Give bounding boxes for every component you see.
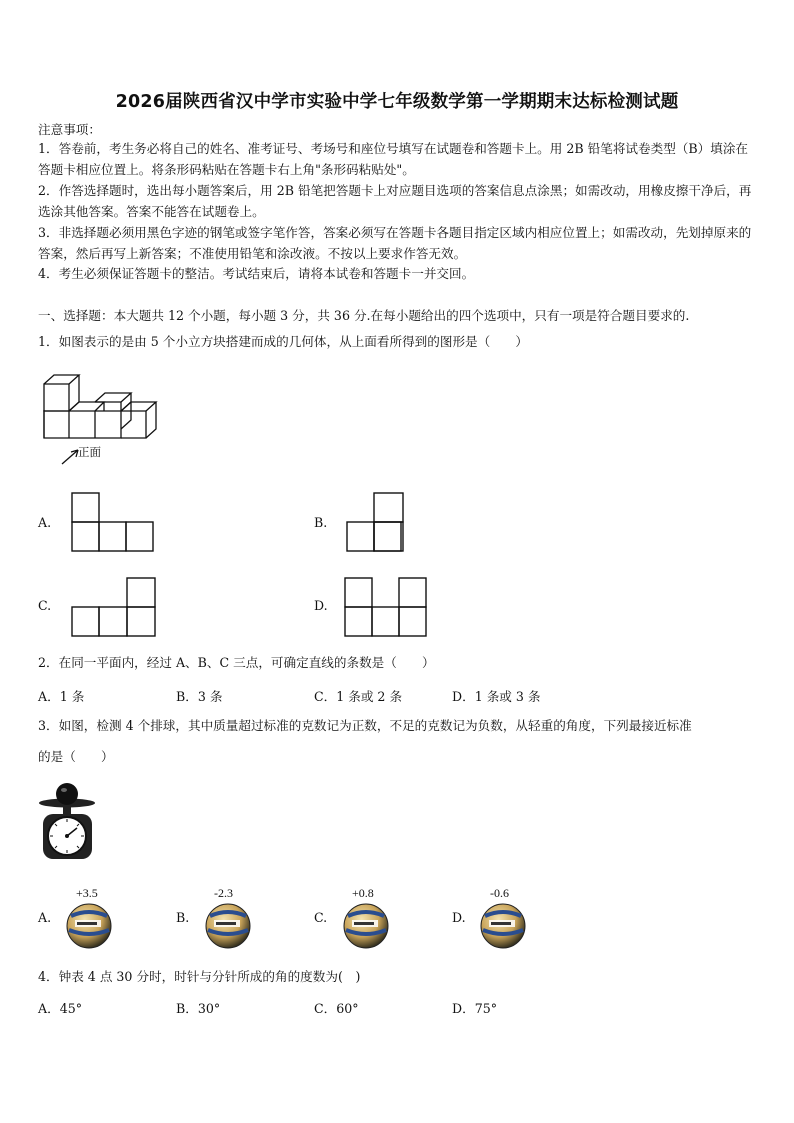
q3-value-c: +0.8 bbox=[352, 886, 374, 900]
q3-value-a: +3.5 bbox=[76, 886, 98, 900]
q4-option-c[interactable]: C．60° bbox=[314, 1001, 359, 1016]
q1-option-d-figure bbox=[345, 578, 435, 638]
q1-option-c-label[interactable]: C. bbox=[38, 598, 52, 613]
q2-option-d[interactable]: D．1 条或 3 条 bbox=[452, 689, 541, 704]
volleyball-b-icon bbox=[204, 902, 252, 950]
section-heading: 一、选择题：本大题共 12 个小题，每小题 3 分，共 36 分.在每小题给出的四个选项中，只有一项是符合题目要求的. bbox=[38, 308, 690, 323]
front-label: 正面 bbox=[78, 445, 101, 459]
question-2-stem: 2．在同一平面内，经过 A、B、C 三点，可确定直线的条数是（ ） bbox=[38, 655, 435, 670]
q2-option-b[interactable]: B．3 条 bbox=[176, 689, 223, 704]
q3-option-b-label[interactable]: B. bbox=[176, 910, 190, 925]
q4-option-a[interactable]: A．45° bbox=[38, 1001, 83, 1016]
notice-item-3: 3．非选择题必须用黑色字迹的钢笔或签字笔作答，答案必须写在答题卡各题目指定区域内相应位置上；如需改动，先划掉原来的答案，然后再写上新答案；不准使用铅笔和涂改液。不按以上要求作答无效。 bbox=[38, 225, 752, 261]
q3-value-b: -2.3 bbox=[214, 886, 233, 900]
q1-option-d-label[interactable]: D. bbox=[314, 598, 328, 613]
notice-item-4: 4．考生必须保证答题卡的整洁。考试结束后，请将本试卷和答题卡一并交回。 bbox=[38, 266, 475, 281]
notice-heading: 注意事项： bbox=[38, 122, 101, 137]
q3-value-d: -0.6 bbox=[490, 886, 509, 900]
question-3-stem-line1: 3．如图，检测 4 个排球，其中质量超过标准的克数记为正数，不足的克数记为负数，从轻重的角度，下列最接近标准 bbox=[38, 718, 692, 733]
question-1-stem: 1．如图表示的是由 5 个小立方块搭建而成的几何体，从上面看所得到的图形是（ ） bbox=[38, 334, 529, 349]
q4-option-d[interactable]: D．75° bbox=[452, 1001, 498, 1016]
question-4-stem: 4．钟表 4 点 30 分时，时针与分针所成的角的度数为( ) bbox=[38, 969, 361, 984]
scale-figure bbox=[38, 782, 102, 862]
question-3-stem-line2: 的是（ ） bbox=[38, 749, 114, 764]
volleyball-d-icon bbox=[479, 902, 527, 950]
q1-option-b-label[interactable]: B. bbox=[314, 515, 328, 530]
q1-option-c-figure bbox=[72, 578, 162, 638]
q2-option-c[interactable]: C．1 条或 2 条 bbox=[314, 689, 403, 704]
q1-option-a-figure bbox=[72, 493, 156, 553]
volleyball-a-icon bbox=[65, 902, 113, 950]
q1-option-b-figure bbox=[347, 493, 431, 553]
q2-option-a[interactable]: A．1 条 bbox=[38, 689, 85, 704]
q4-option-b[interactable]: B．30° bbox=[176, 1001, 221, 1016]
volleyball-c-icon bbox=[342, 902, 390, 950]
notice-item-1: 1．答卷前，考生务必将自己的姓名、准考证号、考场号和座位号填写在试题卷和答题卡上。用 2B 铅笔将试卷类型（B）填涂在答题卡相应位置上。将条形码粘贴在答题卡右上角"条形码粘贴处"。 bbox=[38, 141, 749, 177]
q1-option-a-label[interactable]: A. bbox=[38, 515, 52, 530]
notice-item-2: 2．作答选择题时，选出每小题答案后，用 2B 铅笔把答题卡上对应题目选项的答案信息点涂黑；如需改动，用橡皮擦干净后，再选涂其他答案。答案不能答在试题卷上。 bbox=[38, 183, 752, 219]
q3-option-c-label[interactable]: C. bbox=[314, 910, 328, 925]
page-title: 2026届陕西省汉中学市实验中学七年级数学第一学期期末达标检测试题 bbox=[115, 92, 679, 112]
q3-option-d-label[interactable]: D. bbox=[452, 910, 466, 925]
q3-option-a-label[interactable]: A. bbox=[38, 910, 52, 925]
